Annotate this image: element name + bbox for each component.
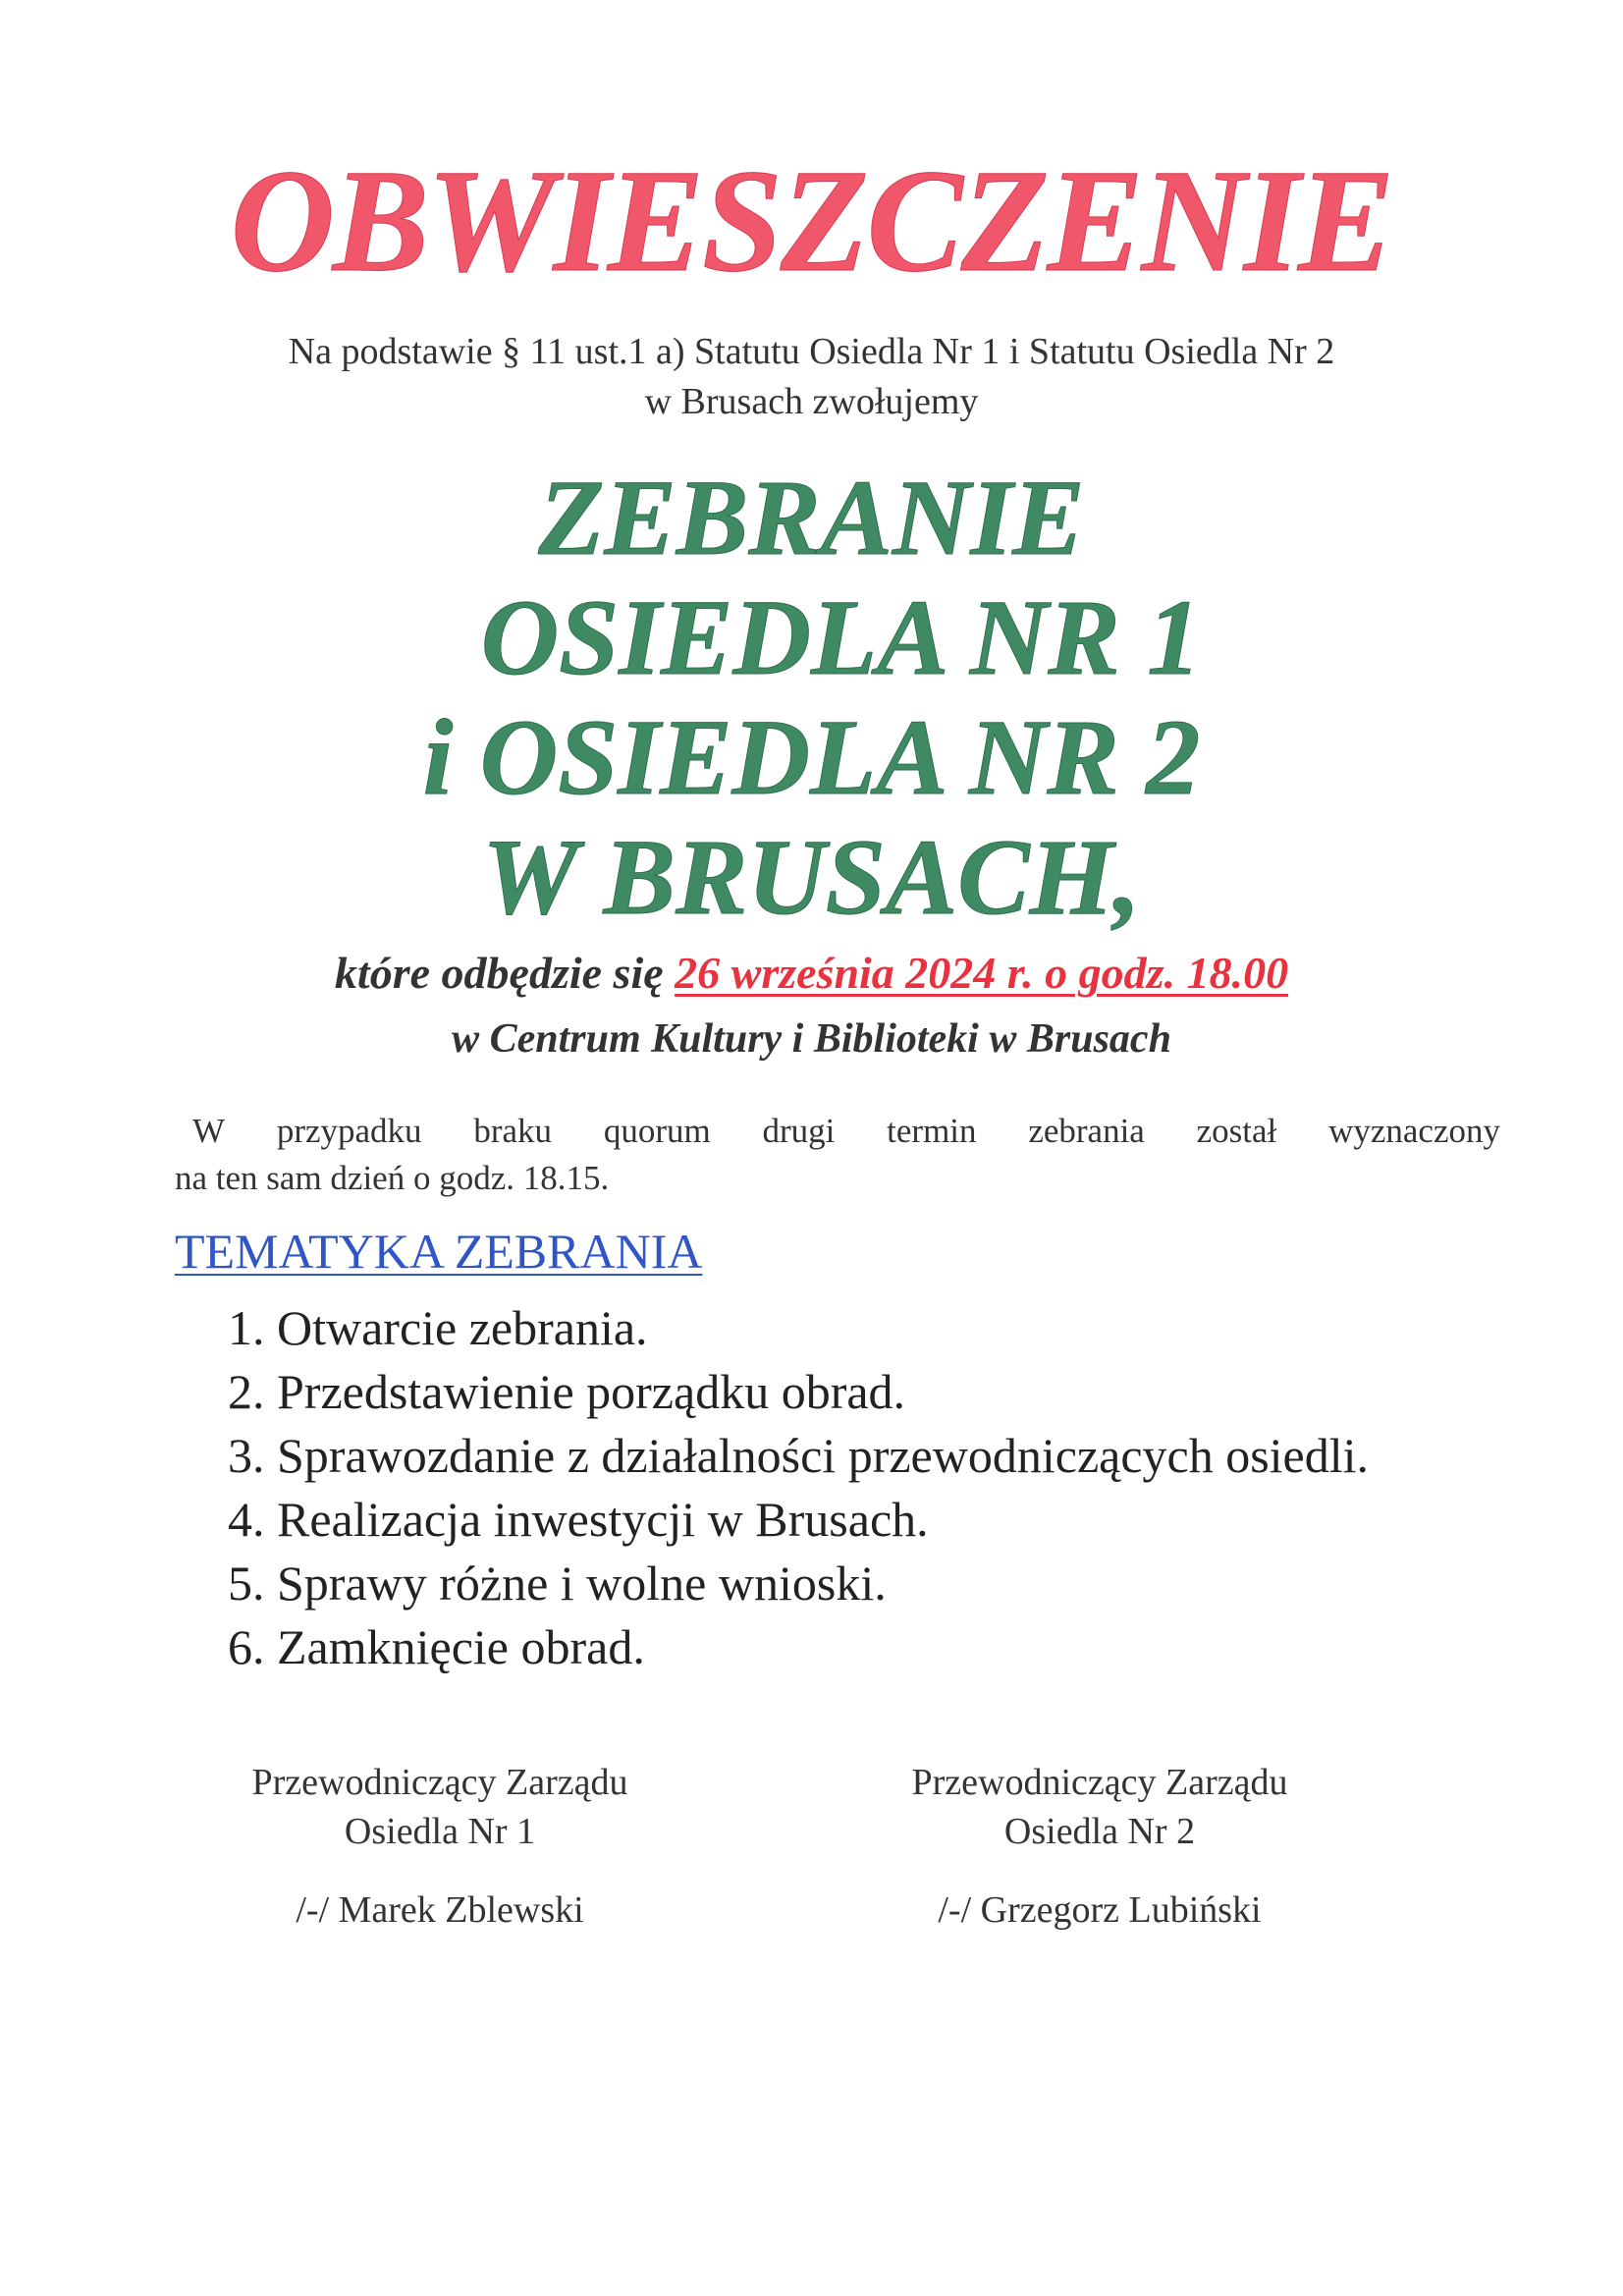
legal-basis-line-1: Na podstawie § 11 ust.1 a) Statutu Osiedla Nr 1 i Statutu Osiedla Nr 2 [288, 331, 1335, 372]
signature-role-unit: Osiedla Nr 2 [1003, 1811, 1196, 1852]
quorum-word: został [1196, 1112, 1277, 1150]
agenda-item: 3. Sprawozdanie z działalności przewodniczących osiedli. [228, 1428, 1370, 1483]
agenda-item: 6. Zamknięcie obrad. [228, 1619, 645, 1674]
meeting-heading [0, 458, 1623, 937]
signature-name: /-/ Marek Zblewski [296, 1889, 584, 1931]
quorum-word: W [192, 1112, 226, 1150]
agenda-item: 1. Otwarcie zebrania. [228, 1300, 648, 1355]
quorum-word: zebrania [1028, 1112, 1145, 1150]
meeting-intro: które odbędzie się [334, 948, 664, 998]
quorum-word: termin [887, 1112, 977, 1150]
meeting-heading-line-2: OSIEDLA NR 1 [480, 577, 1202, 697]
agenda-item: 2. Przedstawienie porządku obrad. [228, 1364, 906, 1419]
signature-role-unit: Osiedla Nr 1 [344, 1811, 536, 1852]
signature-left [194, 1758, 685, 1935]
signature-role: Przewodniczący Zarządu [251, 1762, 628, 1803]
legal-basis [0, 327, 1623, 427]
quorum-line-2: na ten sam dzień o godz. 18.15. [175, 1159, 610, 1197]
quorum-word: braku [473, 1112, 553, 1150]
agenda-list [228, 1296, 1369, 1679]
quorum-word: wyznaczony [1328, 1112, 1500, 1150]
meeting-date-line [0, 946, 1623, 1001]
quorum-word: quorum [603, 1112, 711, 1150]
quorum-word: przypadku [276, 1112, 422, 1150]
meeting-date: 26 września 2024 r. o godz. 18.00 [675, 948, 1289, 998]
meeting-place: w Centrum Kultury i Biblioteki w Brusach [452, 1016, 1171, 1062]
notice-title: OBWIESZCZENIE [230, 139, 1393, 302]
agenda-item: 4. Realizacja inwestycji w Brusach. [228, 1492, 929, 1547]
legal-basis-line-2: w Brusach zwołujemy [644, 381, 979, 422]
meeting-heading-line-4: W BRUSACH, [482, 817, 1141, 937]
agenda-heading: TEMATYKA ZEBRANIA [175, 1224, 703, 1279]
signature-role: Przewodniczący Zarządu [911, 1762, 1288, 1803]
signature-name: /-/ Grzegorz Lubiński [938, 1889, 1262, 1931]
quorum-paragraph [175, 1108, 1500, 1202]
quorum-word: drugi [762, 1112, 836, 1150]
agenda-item: 5. Sprawy różne i wolne wnioski. [228, 1556, 887, 1611]
quorum-line-1 [175, 1108, 1500, 1155]
signature-right [854, 1758, 1345, 1935]
meeting-heading-line-3: i OSIEDLA NR 2 [422, 697, 1201, 817]
meeting-heading-line-1: ZEBRANIE [538, 458, 1085, 577]
